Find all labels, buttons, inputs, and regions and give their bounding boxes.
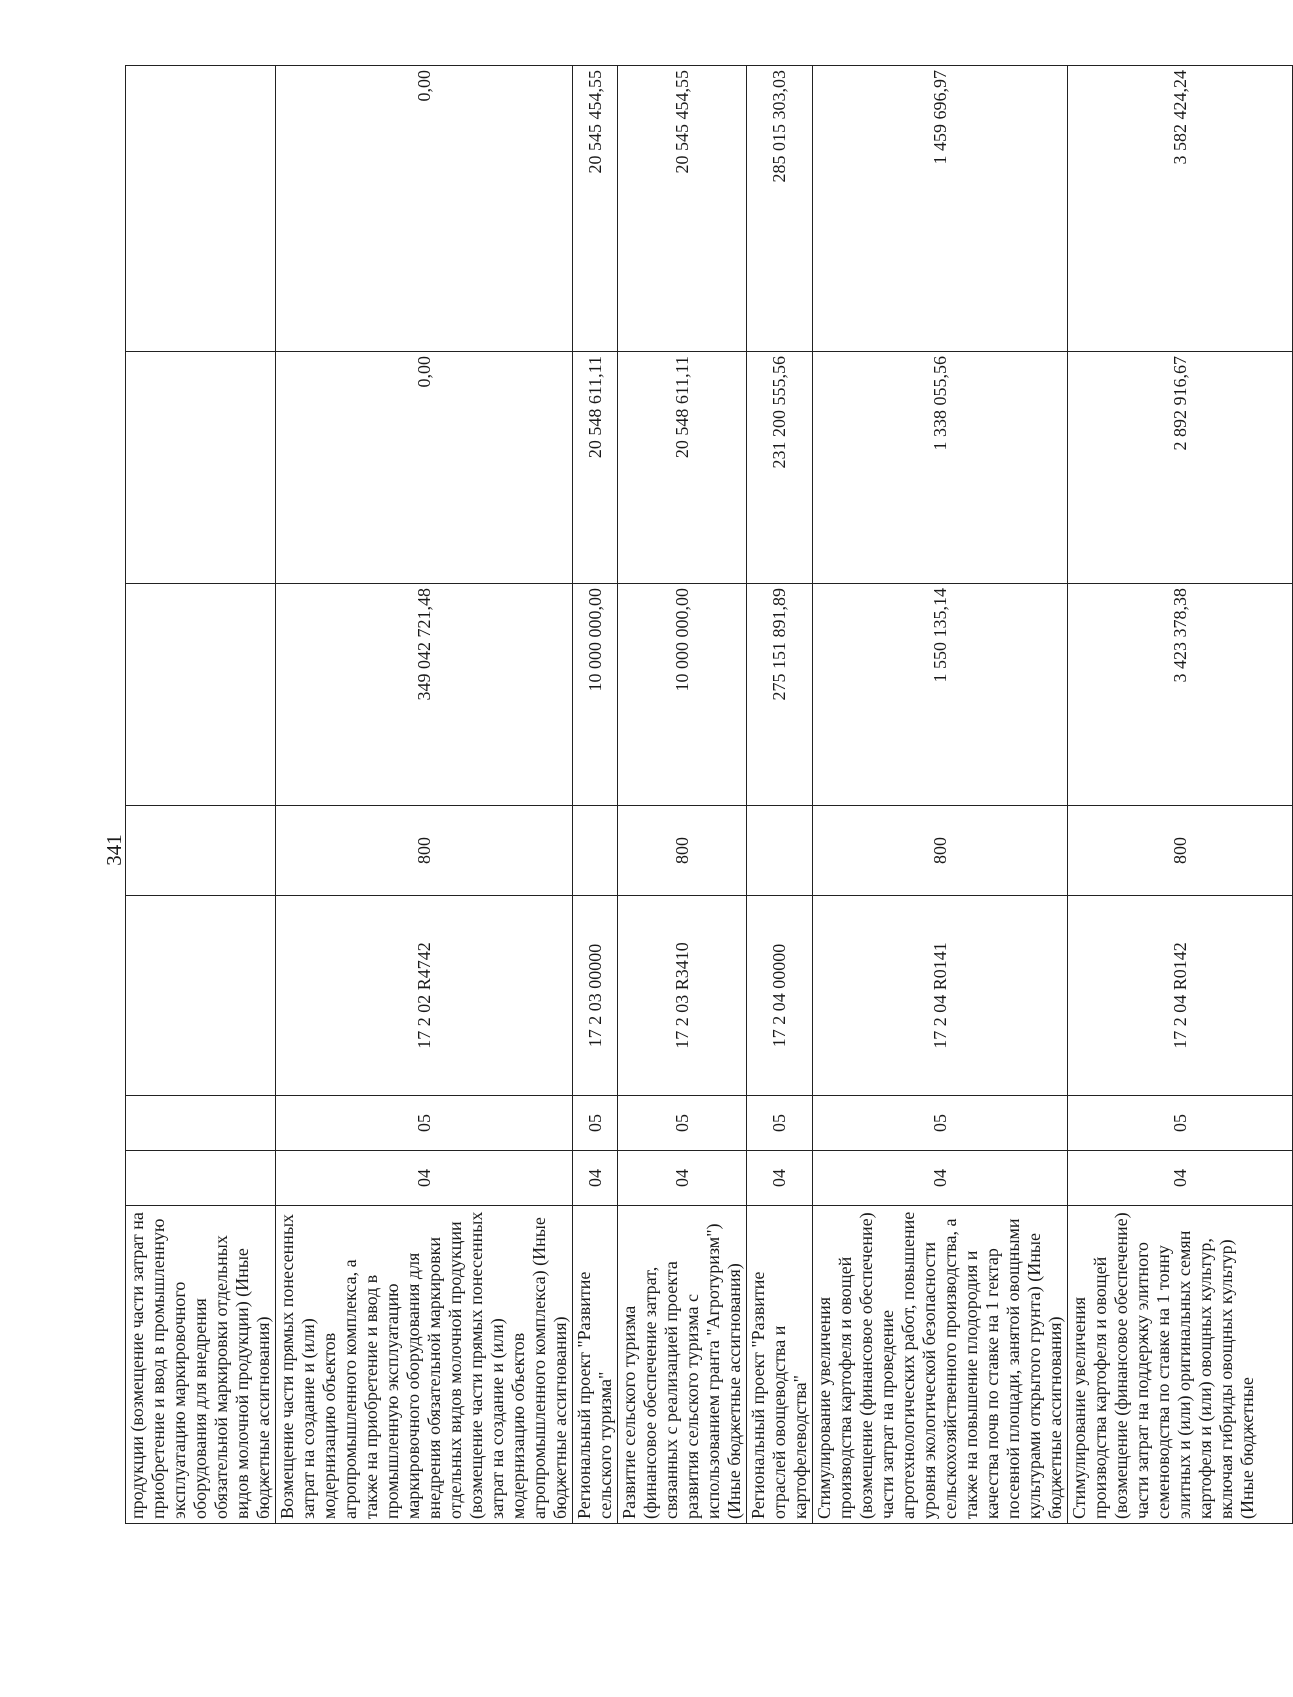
amount-3: 1 459 696,97 <box>813 66 1068 352</box>
amount-1: 1 550 135,14 <box>813 584 1068 806</box>
subsection-code: 05 <box>618 1096 747 1151</box>
section-code: 04 <box>573 1151 618 1206</box>
amount-2: 231 200 555,56 <box>747 352 813 584</box>
table-row <box>573 66 618 1524</box>
row-description: Возмещение части прямых понесенных затрат на создание и (или) модернизацию объектов агропромышленного комплекса, а также на приобретение и ввод в промышленную эксплуатацию маркировочного оборудования для внедрения обязательной маркировки отдельных видов молочной продукции (возмещение части прямых понесенных затрат на создание и (или) модернизацию объектов агропромышленного комплекса) (Иные бюджетные ассигнования) <box>276 1206 573 1524</box>
amount-1: 3 423 378,38 <box>1068 584 1293 806</box>
section-code: 04 <box>813 1151 1068 1206</box>
table-row <box>747 66 813 1524</box>
amount-3: 20 545 454,55 <box>618 66 747 352</box>
row-description: продукции (возмещение части затрат на приобретение и ввод в промышленную эксплуатацию маркировочного оборудования для внедрения обязательной маркировки отдельных видов молочной продукции) (Иные бюджетные ассигнования) <box>126 1206 276 1524</box>
row-description: Развитие сельского туризма (финансовое обеспечение затрат, связанных с реализацией проекта развития сельского туризма с использованием гранта "Агротуризм") (Иные бюджетные ассигнования) <box>618 1206 747 1524</box>
page-number: 341 <box>102 834 126 866</box>
amount-2: 20 548 611,11 <box>618 352 747 584</box>
amount-3: 285 015 303,03 <box>747 66 813 352</box>
section-code: 04 <box>276 1151 573 1206</box>
amount-3: 3 582 424,24 <box>1068 66 1293 352</box>
budget-table <box>125 65 1293 1524</box>
subsection-code: 05 <box>276 1096 573 1151</box>
table-row <box>618 66 747 1524</box>
expense-type-code: 800 <box>1068 806 1293 896</box>
amount-1 <box>126 584 276 806</box>
amount-1: 10 000 000,00 <box>618 584 747 806</box>
budget-table-rotated <box>125 66 1257 1524</box>
target-article-code <box>126 896 276 1096</box>
row-description: Региональный проект "Развитие сельского туризма" <box>573 1206 618 1524</box>
expense-type-code: 800 <box>618 806 747 896</box>
row-description: Региональный проект "Развитие отраслей овощеводства и картофелеводства" <box>747 1206 813 1524</box>
expense-type-code: 800 <box>813 806 1068 896</box>
amount-1: 349 042 721,48 <box>276 584 573 806</box>
expense-type-code <box>573 806 618 896</box>
subsection-code: 05 <box>747 1096 813 1151</box>
amount-2: 1 338 055,56 <box>813 352 1068 584</box>
table-row <box>1068 66 1293 1524</box>
target-article-code: 17 2 03 R3410 <box>618 896 747 1096</box>
row-description: Стимулирование увеличения производства картофеля и овощей (возмещение (финансовое обеспечение) части затрат на поддержку элитного семеноводства по ставке на 1 тонну элитных и (или) оригинальных семян картофеля и (или) овощных культур, включая гибриды овощных культур) (Иные бюджетные <box>1068 1206 1293 1524</box>
amount-3: 20 545 454,55 <box>573 66 618 352</box>
target-article-code: 17 2 02 R4742 <box>276 896 573 1096</box>
amount-1: 10 000 000,00 <box>573 584 618 806</box>
target-article-code: 17 2 04 R0141 <box>813 896 1068 1096</box>
subsection-code: 05 <box>813 1096 1068 1151</box>
section-code: 04 <box>747 1151 813 1206</box>
amount-3: 0,00 <box>276 66 573 352</box>
expense-type-code <box>126 806 276 896</box>
target-article-code: 17 2 03 00000 <box>573 896 618 1096</box>
subsection-code <box>126 1096 276 1151</box>
amount-2 <box>126 352 276 584</box>
row-description: Стимулирование увеличения производства картофеля и овощей (возмещение (финансовое обеспечение) части затрат на проведение агротехнологических работ, повышение уровня экологической безопасности сельскохозяйственного производства, а также на повышение плодородия и качества почв по ставке на 1 гектар посевной площади, занятой овощными культурами открытого грунта) (Иные бюджетные ассигнования) <box>813 1206 1068 1524</box>
amount-2: 0,00 <box>276 352 573 584</box>
expense-type-code <box>747 806 813 896</box>
target-article-code: 17 2 04 R0142 <box>1068 896 1293 1096</box>
amount-2: 2 892 916,67 <box>1068 352 1293 584</box>
subsection-code: 05 <box>573 1096 618 1151</box>
amount-3 <box>126 66 276 352</box>
section-code <box>126 1151 276 1206</box>
expense-type-code: 800 <box>276 806 573 896</box>
amount-2: 20 548 611,11 <box>573 352 618 584</box>
table-row <box>276 66 573 1524</box>
table-row <box>126 66 276 1524</box>
subsection-code: 05 <box>1068 1096 1293 1151</box>
amount-1: 275 151 891,89 <box>747 584 813 806</box>
section-code: 04 <box>1068 1151 1293 1206</box>
target-article-code: 17 2 04 00000 <box>747 896 813 1096</box>
section-code: 04 <box>618 1151 747 1206</box>
table-row <box>813 66 1068 1524</box>
